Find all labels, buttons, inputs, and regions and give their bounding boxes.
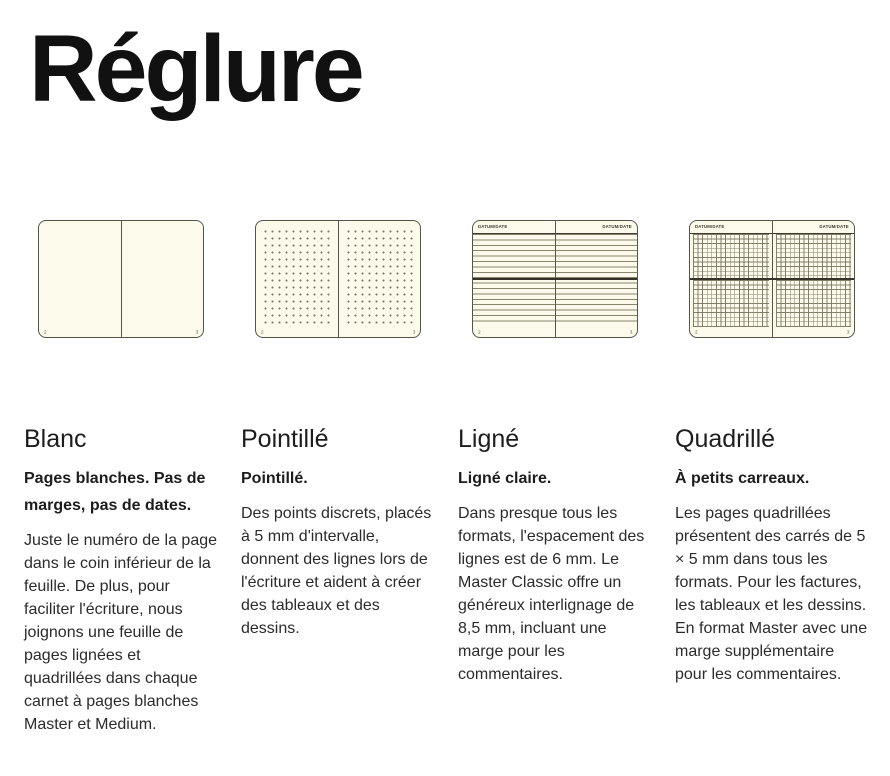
dot-grid-pattern xyxy=(343,226,417,326)
ruling-heading-ligne: Ligné xyxy=(458,425,520,453)
page-title: Réglure xyxy=(29,16,362,122)
notebook-right-page xyxy=(122,221,204,337)
date-header-row xyxy=(690,221,772,234)
ruling-description-pointille: Des points discrets, placés à 5 mm d'intervalle, donnent des lignes lors de l'écriture et aident à créer des tableaux et des dessins. xyxy=(241,505,432,637)
notebook-preview-grid xyxy=(689,220,855,338)
notebook-preview-lined xyxy=(472,220,638,338)
ruled-lines-pattern xyxy=(473,234,555,326)
page-number-right: 3 xyxy=(846,330,849,335)
ruling-column-quadrille xyxy=(675,220,868,736)
ruling-heading-blanc: Blanc xyxy=(24,425,87,453)
ruling-subtitle-blanc: Pages blanches. Pas de marges, pas de dates. xyxy=(24,470,206,514)
page-number-left: 2 xyxy=(478,330,481,335)
ruling-subtitle-quadrille: À petits carreaux. xyxy=(675,470,810,487)
ruling-subtitle-pointille: Pointillé. xyxy=(241,470,308,487)
notebook-preview-blank xyxy=(38,220,204,338)
square-grid-pattern xyxy=(776,234,852,327)
ruling-description-quadrille: Les pages quadrillées présentent des carrés de 5 × 5 mm dans tous les formats. Pour les factures, les tableaux et les dessins. En format Master avec une marge supplémentaire pour les commentaires. xyxy=(675,505,868,683)
page-number-left: 2 xyxy=(695,330,698,335)
notebook-left-page xyxy=(39,221,121,337)
ruling-column-blanc xyxy=(24,220,217,736)
page-number-left: 2 xyxy=(261,330,264,335)
ruling-description-ligne: Dans presque tous les formats, l'espacement des lignes est de 6 mm. Le Master Classic offre un généreux interlignage de 8,5 mm, incluant une marge pour les commentaires. xyxy=(458,505,645,683)
ruled-lines-pattern xyxy=(556,234,638,326)
date-header-row xyxy=(556,221,638,234)
date-label: DATUM/DATE xyxy=(478,225,508,230)
ruling-grid xyxy=(24,220,868,736)
page-number-right: 3 xyxy=(629,330,632,335)
page-number-right: 3 xyxy=(195,330,198,335)
ruling-heading-pointille: Pointillé xyxy=(241,425,329,453)
ruling-page xyxy=(0,18,890,776)
date-header-row xyxy=(773,221,855,234)
ruling-column-pointille xyxy=(241,220,434,736)
dark-divider-line xyxy=(473,278,637,280)
notebook-right-page xyxy=(339,221,421,337)
dark-divider-line xyxy=(690,278,854,280)
date-label: DATUM/DATE xyxy=(602,225,632,230)
date-label: DATUM/DATE xyxy=(695,225,725,230)
page-number-right: 3 xyxy=(412,330,415,335)
notebook-left-page xyxy=(256,221,338,337)
notebook-preview-dotted xyxy=(255,220,421,338)
dot-grid-pattern xyxy=(260,226,334,326)
square-grid-pattern xyxy=(693,234,769,327)
ruling-column-ligne xyxy=(458,220,651,736)
ruling-subtitle-ligne: Ligné claire. xyxy=(458,470,552,487)
ruling-description-blanc: Juste le numéro de la page dans le coin inférieur de la feuille. De plus, pour faciliter l'écriture, nous joignons une feuille de pages lignées et quadrillées dans chaque carnet à pages blanches Master et Medium. xyxy=(24,532,218,733)
page-number-left: 2 xyxy=(44,330,47,335)
ruling-heading-quadrille: Quadrillé xyxy=(675,425,776,453)
date-label: DATUM/DATE xyxy=(819,225,849,230)
date-header-row xyxy=(473,221,555,234)
